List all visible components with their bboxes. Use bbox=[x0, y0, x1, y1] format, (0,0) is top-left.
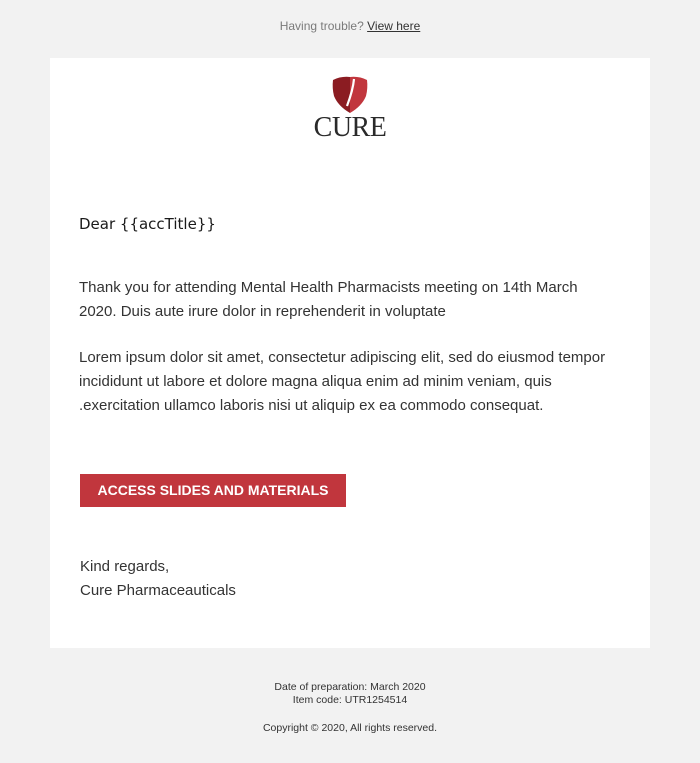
body-paragraph: Lorem ipsum dolor sit amet, consectetur adipiscing elit, sed do eiusmod tempor incididunt ut labore et dolore magna aliqua enim ad minim veniam, quis .exercitation ullamco laboris nisi ut aliquip ex ea commodo consequat. bbox=[79, 349, 606, 414]
signoff bbox=[80, 555, 236, 603]
preheader-text: Having trouble? bbox=[279, 19, 364, 33]
logo-wordmark: CURE bbox=[313, 112, 387, 143]
shield-icon bbox=[332, 76, 368, 114]
signoff-sender: Cure Pharmaceauticals bbox=[80, 582, 236, 599]
signoff-closing: Kind regards, bbox=[80, 558, 170, 575]
footer bbox=[0, 681, 700, 735]
item-code: Item code: UTR1254514 bbox=[292, 694, 408, 706]
email-body-card bbox=[50, 58, 650, 648]
date-of-preparation: Date of preparation: March 2020 bbox=[274, 681, 426, 693]
intro-paragraph: Thank you for attending Mental Health Pharmacists meeting on 14th March 2020. Duis aute irure dolor in reprehenderit in voluptate bbox=[79, 279, 578, 320]
copyright: Copyright © 2020, All rights reserved. bbox=[262, 722, 438, 734]
preheader bbox=[0, 19, 700, 33]
view-in-browser-link[interactable]: View here bbox=[367, 19, 421, 33]
brand-logo bbox=[50, 76, 650, 142]
greeting: Dear {{accTitle}} bbox=[79, 215, 216, 233]
access-slides-button[interactable]: ACCESS SLIDES AND MATERIALS bbox=[80, 474, 346, 507]
